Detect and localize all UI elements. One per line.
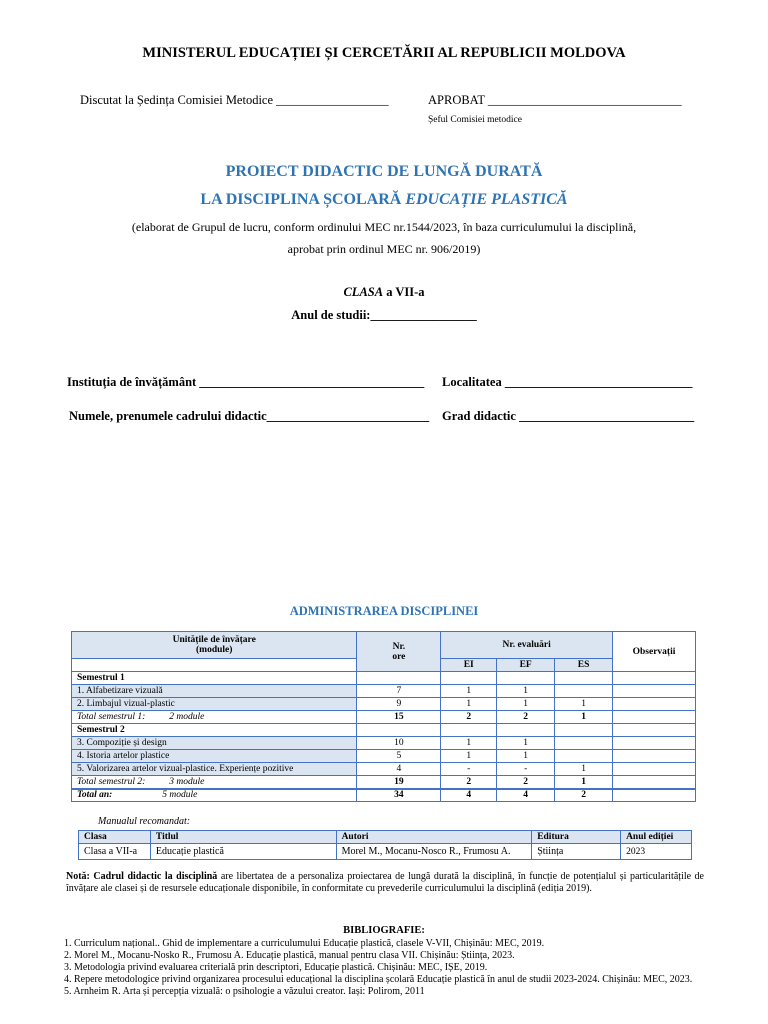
- list-item: 3. Metodologia privind evaluarea criterială prin descriptori, Educație plastică. Chișinău: MEC, IȘE, 2019.: [64, 962, 488, 973]
- manual-header-autori: Autori: [336, 831, 532, 844]
- header-units-blank: [72, 659, 357, 672]
- list-item: 2. Morel M., Mocanu-Nosko R., Frumosu A. Educație plastică, manual pentru clasa VII. Chișinău: Știința, 2023.: [64, 950, 515, 961]
- locality-field: Localitatea ______________________________: [442, 375, 693, 389]
- teacher-name-field: Numele, prenumele cadrului didactic__________________________: [69, 409, 430, 423]
- list-item: 4. Repere metodologice privind organizarea procesului educațional la disciplina școlară Educație plastică în anul de studii 2023-2024. Chișinău: MEC, 2023.: [64, 974, 693, 985]
- ministry-title: MINISTERUL EDUCAȚIEI ȘI CERCETĂRII AL REPUBLICII MOLDOVA: [142, 45, 626, 61]
- table-row: 2. Limbajul vizual-plastic 9 1 1 1: [72, 698, 696, 711]
- note-bold: Notă: Cadrul didactic la disciplină: [66, 871, 218, 882]
- sef-comisie-label: Șeful Comisiei metodice: [428, 115, 522, 125]
- study-year-field: Anul de studii:_________________: [291, 308, 477, 322]
- institution-field: Instituția de învățământ ____________________________________: [67, 375, 425, 389]
- note-text: are libertatea de a personaliza proiectarea de lungă durată la disciplină, în funcție de potențialul și particularitățile de învățare ale clasei și de resursele educaționale disponibile, în conformitate cu prevederile curriculumului la disciplină (ediția 2019).: [66, 871, 704, 894]
- header-ei: EI: [441, 659, 497, 672]
- semester-1-label: Semestrul 1: [72, 672, 357, 685]
- project-title: PROIECT DIDACTIC DE LUNGĂ DURATĂ: [225, 163, 543, 180]
- discipline-subject: EDUCAȚIE PLASTICĂ: [405, 191, 568, 208]
- discipline-title: [0, 191, 768, 209]
- header-evaluations: Nr. evaluări: [441, 632, 613, 659]
- total-semester-2-row: Total semestrul 2: 3 module 19 2 2 1: [72, 776, 696, 789]
- list-item: 1. Curriculum național.. Ghid de implementare a curriculumului Educație plastică, clasele V-VII, Chișinău: MEC, 2019.: [64, 938, 545, 949]
- table-row: 1. Alfabetizare vizuală 7 1 1: [72, 685, 696, 698]
- class-value: a VII-a: [383, 285, 425, 299]
- manual-table: [78, 830, 692, 860]
- discipline-prefix: LA DISCIPLINA ȘCOLARĂ: [200, 191, 406, 208]
- bibliography-title: BIBLIOGRAFIE:: [343, 925, 425, 936]
- header-observations: Observații: [613, 632, 696, 672]
- header-es: ES: [555, 659, 613, 672]
- admin-section-title: ADMINISTRAREA DISCIPLINEI: [289, 604, 479, 618]
- manual-header-clasa: Clasa: [79, 831, 151, 844]
- elaborat-note-2: aprobat prin ordinul MEC nr. 906/2019): [287, 242, 481, 256]
- teacher-grade-field: Grad didactic ____________________________: [442, 409, 695, 423]
- class-word: CLASA: [343, 285, 384, 299]
- semester-2-label: Semestrul 2: [72, 724, 357, 737]
- class-label: [0, 285, 768, 300]
- table-row: 5. Valorizarea artelor vizual-plastice. Experiențe pozitive 4 - - 1: [72, 763, 696, 776]
- manual-header-editura: Editura: [532, 831, 621, 844]
- list-item: 5. Arnheim R. Arta și percepția vizuală: o psihologie a văzului creator. Iași: Polirom, 2011: [64, 986, 425, 997]
- elaborat-note-1: (elaborat de Grupul de lucru, conform ordinului MEC nr.1544/2023, în baza curriculumului la disciplină,: [131, 220, 637, 234]
- total-semester-1-row: Total semestrul 1: 2 module 15 2 2 1: [72, 711, 696, 724]
- table-row: 4. Istoria artelor plastice 5 1 1: [72, 750, 696, 763]
- header-units: Unitățile de învățare (module): [72, 632, 357, 659]
- bibliography-list: [64, 938, 712, 998]
- note-paragraph: [66, 871, 704, 895]
- manual-header-titlul: Titlul: [150, 831, 336, 844]
- header-ef: EF: [497, 659, 555, 672]
- table-row: 3. Compoziție și design 10 1 1: [72, 737, 696, 750]
- manual-label: Manualul recomandat:: [98, 816, 191, 827]
- aprobat-line: APROBAT _______________________________: [428, 93, 682, 107]
- total-year-row: Total an: 5 module 34 4 4 2: [72, 789, 696, 802]
- header-hours: Nr. ore: [357, 632, 441, 672]
- manual-header-anul: Anul ediției: [621, 831, 692, 844]
- discutat-line: Discutat la Ședința Comisiei Metodice __________________: [80, 93, 389, 107]
- table-row: Clasa a VII-a Educație plastică Morel M., Mocanu-Nosco R., Frumosu A. Știința 2023: [79, 844, 692, 860]
- admin-table: [71, 631, 696, 802]
